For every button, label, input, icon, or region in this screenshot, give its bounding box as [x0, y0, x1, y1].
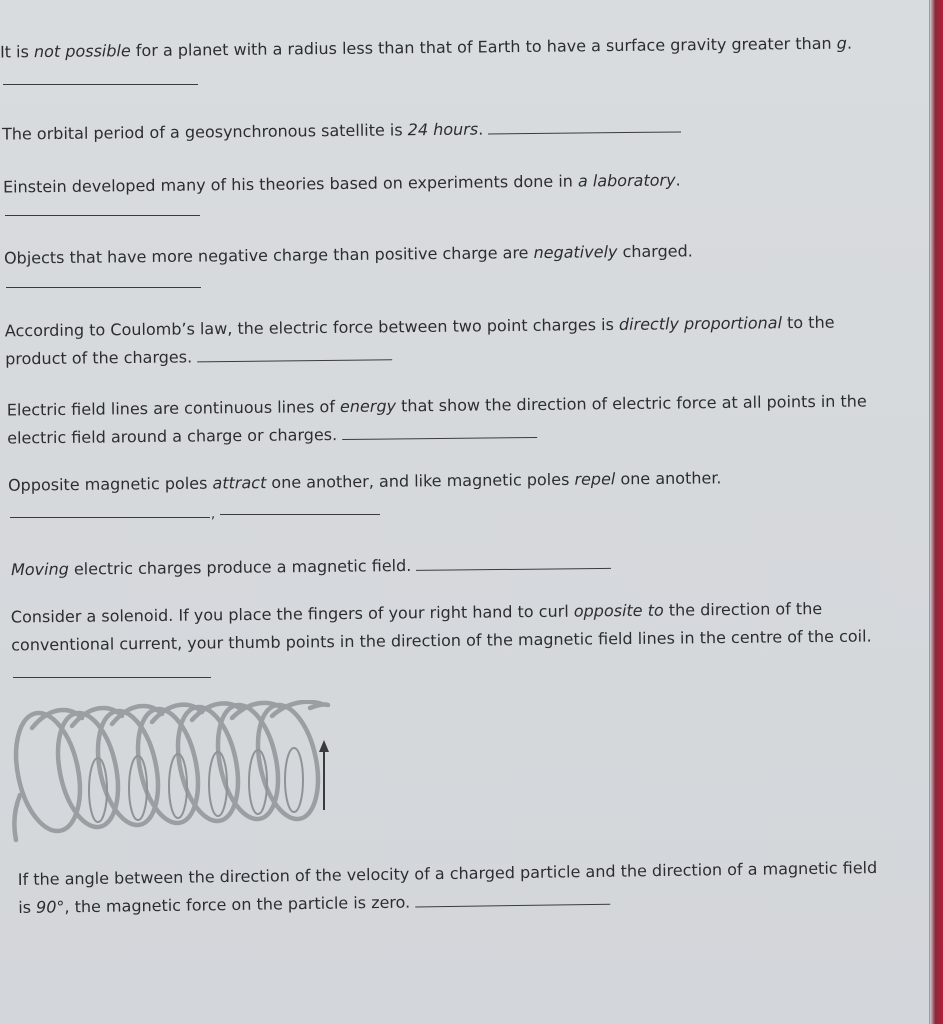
answer-blank-4[interactable]	[6, 287, 201, 288]
question-8: Moving electric charges produce a magnetic field.	[11, 548, 612, 585]
answer-blank-7b[interactable]	[220, 514, 380, 515]
question-9: Consider a solenoid. If you place the fingers of your right hand to curl opposite to the direction of the conventional current, your thumb points in the direction of the magnetic field lines in the centre of the coil.	[10, 599, 872, 655]
answer-blank-3[interactable]	[5, 215, 200, 216]
red-book-edge	[930, 0, 943, 1024]
question-2: The orbital period of a geosynchronous satellite is 24 hours.	[2, 111, 682, 149]
answer-blank-10[interactable]	[415, 892, 610, 908]
question-10: If the angle between the direction of the velocity of a charged particle and the direction of a magnetic field is 90°, the magnetic force on the particle is zero.	[17, 858, 878, 917]
page-edge-shadow	[929, 0, 930, 1024]
question-6: Electric field lines are continuous lines of energy that show the direction of electric force at all points in the electric field around a charge or charges.	[6, 391, 867, 448]
answer-blank-7a[interactable]	[10, 517, 210, 518]
answer-blank-1[interactable]	[3, 84, 198, 85]
blank-separator-comma: ,	[211, 507, 216, 522]
question-7: Opposite magnetic poles attract one another, and like magnetic poles repel one another.	[7, 468, 722, 495]
answer-blank-8[interactable]	[416, 556, 611, 571]
question-1: It is not possible for a planet with a radius less than that of Earth to have a surface gravity greater than g.	[0, 33, 853, 62]
question-5: According to Coulomb’s law, the electric force between two point charges is directly proportional to the product of the charges.	[4, 312, 835, 369]
answer-blank-2[interactable]	[488, 119, 681, 134]
answer-blank-9[interactable]	[13, 677, 211, 678]
question-3: Einstein developed many of his theories based on experiments done in a laboratory.	[2, 170, 681, 197]
answer-blank-6[interactable]	[342, 425, 537, 440]
answer-blank-5[interactable]	[197, 347, 392, 362]
question-4: Objects that have more negative charge than positive charge are negatively charged.	[3, 241, 693, 268]
solenoid-diagram	[10, 700, 350, 850]
